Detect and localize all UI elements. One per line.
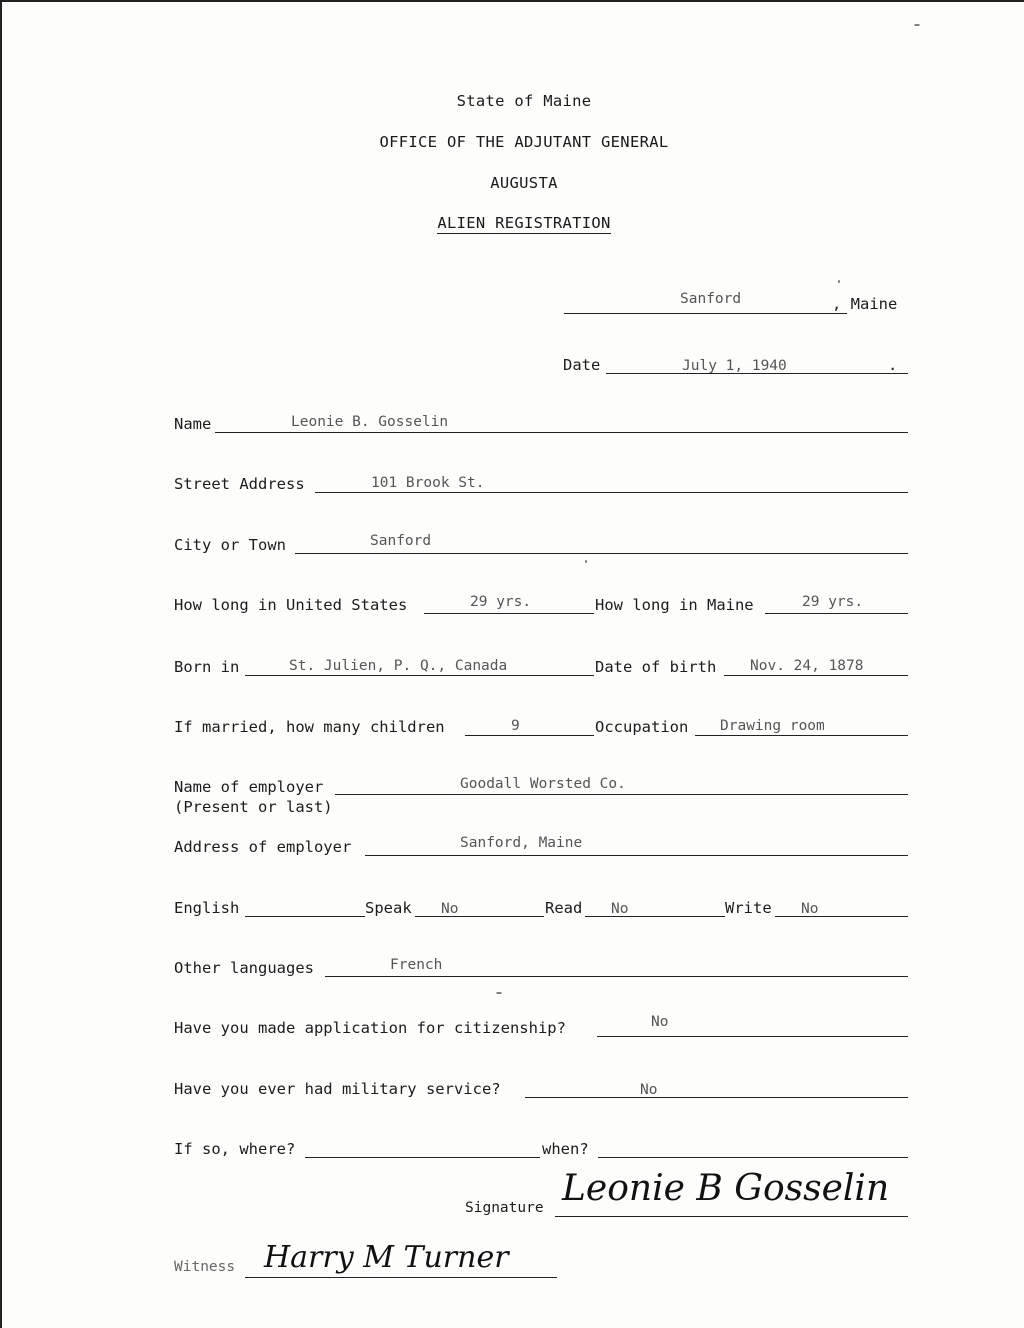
signature-label: Signature (465, 1200, 544, 1216)
header-office: OFFICE OF THE ADJUTANT GENERAL (379, 133, 669, 151)
where-line (305, 1157, 540, 1158)
born-line (245, 675, 594, 676)
read-line (585, 916, 725, 917)
read-label: Read (545, 899, 583, 917)
dob-label: Date of birth (595, 658, 717, 676)
citizenship-line (597, 1036, 908, 1037)
write-value: No (801, 901, 819, 917)
write-label: Write (725, 899, 772, 917)
witness-label: Witness (174, 1259, 236, 1275)
maine-value: 29 yrs. (802, 594, 864, 610)
read-value: No (611, 901, 629, 917)
military-line (525, 1097, 908, 1098)
children-line (465, 735, 594, 736)
employer-line (335, 794, 908, 795)
signature-line (555, 1216, 908, 1217)
city-line (295, 553, 908, 554)
scan-speck (838, 280, 840, 283)
born-label: Born in (174, 658, 240, 676)
occupation-value: Drawing room (720, 718, 825, 734)
city-value: Sanford (370, 533, 432, 549)
born-value: St. Julien, P. Q., Canada (289, 658, 508, 674)
date-label: Date (563, 356, 601, 374)
employer-sub: (Present or last) (174, 798, 333, 816)
header-state: State of Maine (456, 92, 592, 110)
occupation-label: Occupation (595, 718, 689, 736)
other-lang-label: Other languages (174, 959, 314, 977)
dob-value: Nov. 24, 1878 (750, 658, 864, 674)
other-lang-value: French (390, 957, 443, 973)
header-city: AUGUSTA (490, 174, 558, 192)
name-label: Name (174, 415, 212, 433)
speak-label: Speak (365, 899, 412, 917)
street-line (315, 492, 908, 493)
when-label: when? (542, 1140, 589, 1158)
write-line (775, 916, 908, 917)
name-value: Leonie B. Gosselin (291, 414, 449, 430)
military-label: Have you ever had military service? (174, 1080, 501, 1098)
where-label: If so, where? (174, 1140, 296, 1158)
scan-speck (496, 992, 502, 994)
street-label: Street Address (174, 475, 305, 493)
children-label: If married, how many children (174, 718, 445, 736)
employer-value: Goodall Worsted Co. (460, 776, 626, 792)
speak-line (415, 916, 544, 917)
signature-handwriting: Leonie B Gosselin (562, 1168, 890, 1209)
scan-speck (585, 560, 587, 563)
us-label: How long in United States (174, 596, 408, 614)
emp-addr-value: Sanford, Maine (460, 835, 583, 851)
date-value: July 1, 1940 (682, 358, 787, 374)
emp-addr-label: Address of employer (174, 838, 352, 856)
english-label: English (174, 899, 240, 917)
name-line (215, 432, 908, 433)
us-line (424, 613, 594, 614)
employer-label: Name of employer (174, 778, 324, 796)
emp-addr-line (365, 855, 908, 856)
citizenship-label: Have you made application for citizenship? (174, 1019, 566, 1037)
witness-handwriting: Harry M Turner (264, 1240, 509, 1275)
military-value: No (640, 1082, 658, 1098)
speak-value: No (441, 901, 459, 917)
location-suffix: , Maine (832, 295, 898, 313)
citizenship-value: No (651, 1014, 669, 1030)
other-lang-line (325, 976, 908, 977)
maine-line (765, 613, 908, 614)
city-label: City or Town (174, 536, 286, 554)
street-value: 101 Brook St. (371, 475, 485, 491)
when-line (598, 1157, 908, 1158)
scan-speck (914, 24, 920, 26)
location-line (564, 313, 847, 314)
english-line (245, 916, 365, 917)
location-value: Sanford (680, 291, 742, 307)
dob-line (724, 675, 908, 676)
date-end: . (888, 356, 898, 374)
form-title: ALIEN REGISTRATION (437, 214, 611, 232)
witness-line (245, 1277, 557, 1278)
occupation-line (695, 735, 908, 736)
us-value: 29 yrs. (470, 594, 532, 610)
maine-label: How long in Maine (595, 596, 754, 614)
children-value: 9 (511, 718, 520, 734)
